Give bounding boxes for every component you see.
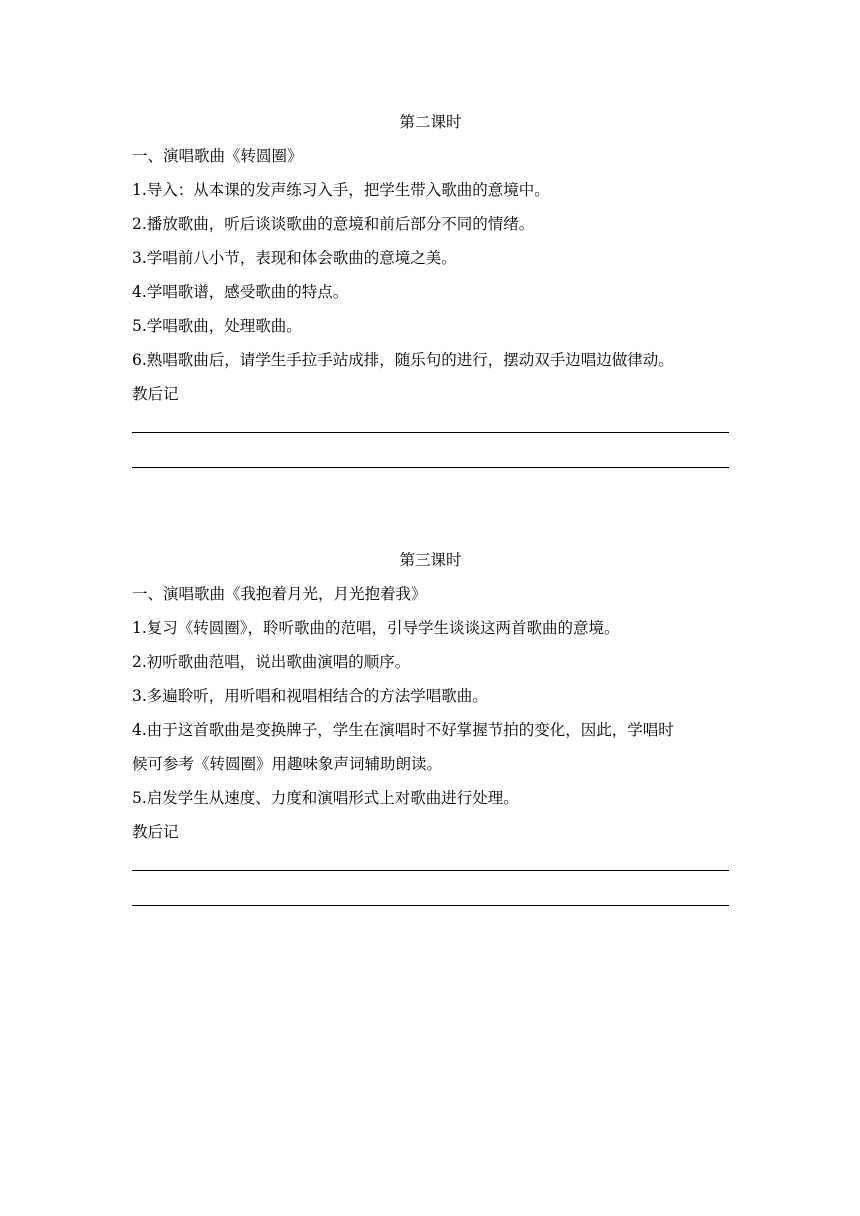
lesson-3-item-3: 3.多遍聆听，用听唱和视唱相结合的方法学唱歌曲。 (132, 687, 488, 705)
lesson-2-item-3: 3.学唱前八小节，表现和体会歌曲的意境之美。 (132, 249, 457, 267)
lesson-3-section (132, 543, 729, 849)
lesson-2-section (132, 105, 729, 411)
lesson-2-heading: 一、演唱歌曲《转圆圈》 (132, 147, 303, 165)
lesson-2-item-1: 1.导入：从本课的发声练习入手，把学生带入歌曲的意境中。 (132, 181, 550, 199)
lesson-2-notes-line-1 (132, 432, 729, 433)
lesson-2-notes-label: 教后记 (132, 385, 179, 403)
lesson-2-item-5: 5.学唱歌曲，处理歌曲。 (132, 317, 302, 335)
lesson-2-item-6: 6.熟唱歌曲后，请学生手拉手站成排，随乐句的进行，摆动双手边唱边做律动。 (132, 351, 674, 369)
lesson-3-item-4-continued: 候可参考《转圆圈》用趣味象声词辅助朗读。 (132, 755, 443, 773)
lesson-3-heading: 一、演唱歌曲《我抱着月光，月光抱着我》 (132, 585, 427, 603)
lesson-3-item-4: 4.由于这首歌曲是变换牌子，学生在演唱时不好掌握节拍的变化，因此，学唱时 (132, 721, 674, 739)
lesson-3-item-2: 2.初听歌曲范唱，说出歌曲演唱的顺序。 (132, 653, 411, 671)
lesson-2-item-2: 2.播放歌曲，听后谈谈歌曲的意境和前后部分不同的情绪。 (132, 215, 535, 233)
lesson-3-title: 第三课时 (399, 551, 462, 569)
lesson-3-item-5: 5.启发学生从速度、力度和演唱形式上对歌曲进行处理。 (132, 789, 519, 807)
lesson-3-notes-line-1 (132, 870, 729, 871)
lesson-3-item-1: 1.复习《转圆圈》，聆听歌曲的范唱，引导学生谈谈这两首歌曲的意境。 (132, 619, 620, 637)
lesson-2-item-4: 4.学唱歌谱，感受歌曲的特点。 (132, 283, 349, 301)
lesson-3-notes-line-2 (132, 905, 729, 906)
lesson-2-notes-line-2 (132, 467, 729, 468)
lesson-3-notes-label: 教后记 (132, 823, 179, 841)
lesson-2-title: 第二课时 (399, 113, 462, 131)
